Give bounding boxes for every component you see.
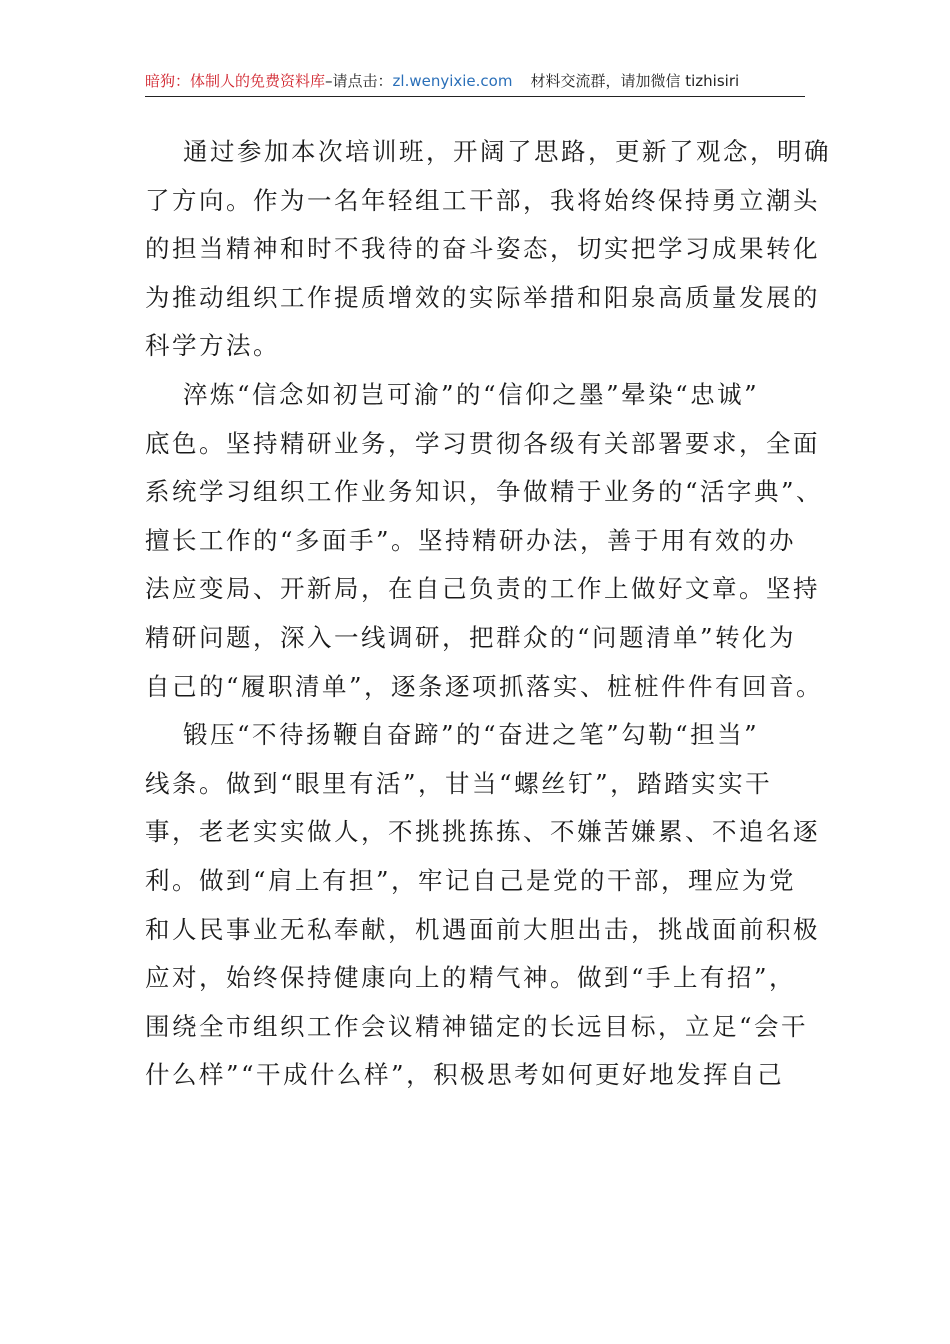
paragraph-line: 自己的“履职清单”，逐条逐项抓落实、桩桩件件有回音。 — [145, 671, 824, 701]
document-body — [145, 128, 831, 1100]
paragraph-line: 应对，始终保持健康向上的精气神。做到“手上有招”， — [145, 963, 797, 993]
header-link-prefix: –请点击： — [325, 72, 393, 90]
paragraph-line: 围绕全市组织工作会议精神锚定的长远目标，立足“会干 — [145, 1011, 809, 1041]
paragraph-line: 和人民事业无私奉献，机遇面前大胆出击，挑战面前积极 — [145, 914, 820, 944]
paragraph-line: 精研问题，深入一线调研，把群众的“问题清单”转化为 — [145, 622, 797, 652]
page-header — [145, 70, 805, 97]
paragraph-line: 什么样”“干成什么样”，积极思考如何更好地发挥自己 — [145, 1060, 785, 1090]
paragraph-line: 了方向。作为一名年轻组工干部，我将始终保持勇立潮头 — [145, 185, 820, 215]
paragraph-line: 底色。坚持精研业务，学习贯彻各级有关部署要求，全面 — [145, 428, 820, 458]
paragraph-line: 为推动组织工作提质增效的实际举措和阳泉高质量发展的 — [145, 282, 820, 312]
paragraph-line: 淬炼“信念如初岂可渝”的“信仰之墨”晕染“忠诚” — [183, 379, 760, 409]
header-wechat-group: 材料交流群，请加微信 tizhisiri — [530, 72, 740, 90]
paragraph-line: 通过参加本次培训班，开阔了思路，更新了观念，明确 — [183, 137, 831, 166]
paragraph-line: 的担当精神和时不我待的奋斗姿态，切实把学习成果转化 — [145, 234, 820, 264]
paragraph-line: 线条。做到“眼里有活”，甘当“螺丝钉”，踏踏实实干 — [145, 768, 773, 798]
header-brand: 暗狗：体制人的免费资料库 — [145, 72, 326, 90]
header-url-link[interactable]: zl.wenyixie.com — [392, 72, 513, 90]
paragraph-line: 擅长工作的“多面手”。坚持精研办法，善于用有效的办 — [145, 525, 797, 555]
paragraph-line: 科学方法。 — [145, 331, 280, 361]
paragraph-line: 系统学习组织工作业务知识，争做精于业务的“活字典”、 — [145, 477, 824, 507]
paragraph-line: 锻压“不待扬鞭自奋蹄”的“奋进之笔”勾勒“担当” — [183, 720, 760, 750]
paragraph-line: 事，老老实实做人，不挑挑拣拣、不嫌苦嫌累、不追名逐 — [145, 817, 820, 847]
paragraph-line: 法应变局、开新局，在自己负责的工作上做好文章。坚持 — [145, 574, 820, 604]
paragraph-line: 利。做到“肩上有担”，牢记自己是党的干部，理应为党 — [145, 865, 797, 895]
